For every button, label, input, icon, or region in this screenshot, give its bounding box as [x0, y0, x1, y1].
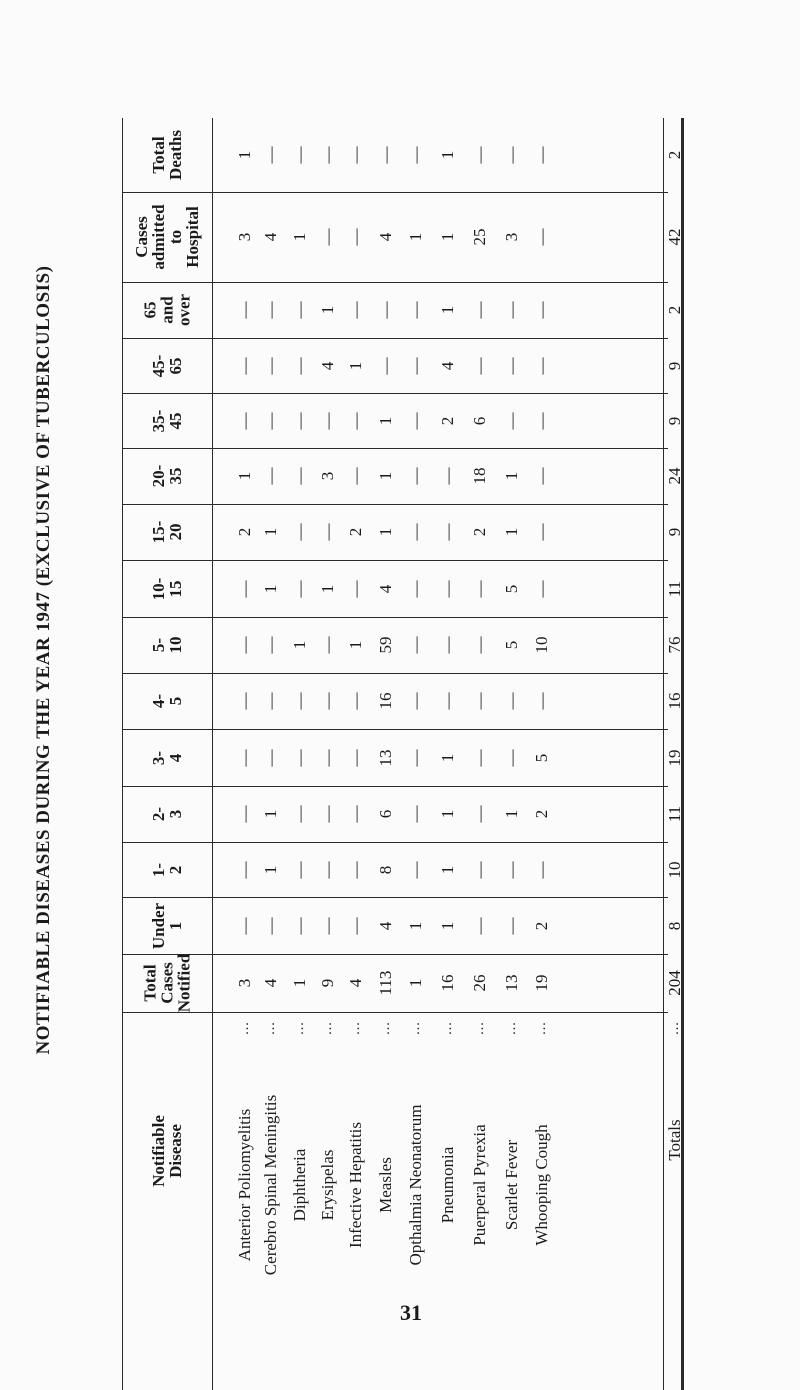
- column-divider: [122, 504, 668, 505]
- column-divider: [122, 282, 668, 283]
- column-divider: [122, 617, 668, 618]
- column-divider: [122, 673, 668, 674]
- column-divider: [122, 842, 668, 843]
- table-left-rule: [122, 118, 123, 1390]
- notifiable-diseases-table: Total Deaths Cases admitted to Hospital 65 and over 45-65 35-45 20-35 15-20 10-15 5-10 4-5 3-4 2-3 1-2 Under 1 Total Cases Notified Notifiable Disease 1 3 — — — 1 2 — — — — — — — 3 Anterior Poliomyelitis ... — 4 — — — — 1 1 — — — 1 1 — 4 Cerebro Spinal Meningitis ... — 1 — — — — — — 1 — — — — — 1 Diphtheria ... — — 1 4 — 3 — 1 — — — — — — 9 Erysipelas ... — — — 1 — — 2 — 1 — — — — — 4 Infective Hepatitis ... — 4 — — 1 1 1 4 59 16 13 6 8 4 113 Measles ... — 1 — — — — — — — — — — — 1 1 Opthalmia Neonatorum ... 1 1 1 4 2 — — — — — 1 1 1 1 16 Pneumonia ... — 25 — — 6 18 2 — — — — — — — 26 Puerperal Pyrexia ... — 3 — — — 1 1 5 5 — — 1 — — 13 Scarlet Fever ... — — — — — — — — 10 — 5 2 — 2 19 Whooping Cough ... 2 42 2 9 9 24 9 11 76 16 19 11 10 8 204 Totals ...: [0, 0, 800, 1387]
- column-divider: [122, 560, 668, 561]
- column-divider: [122, 897, 668, 898]
- column-divider: [122, 729, 668, 730]
- header-rule: [212, 118, 213, 1390]
- column-divider: [122, 786, 668, 787]
- totals-rule: [663, 118, 664, 1390]
- column-divider: [122, 1012, 668, 1013]
- column-divider: [122, 338, 668, 339]
- page-number: 31: [400, 1300, 422, 1325]
- column-divider: [122, 393, 668, 394]
- column-divider: [122, 192, 668, 193]
- column-divider: [122, 448, 668, 449]
- column-divider: [122, 954, 668, 955]
